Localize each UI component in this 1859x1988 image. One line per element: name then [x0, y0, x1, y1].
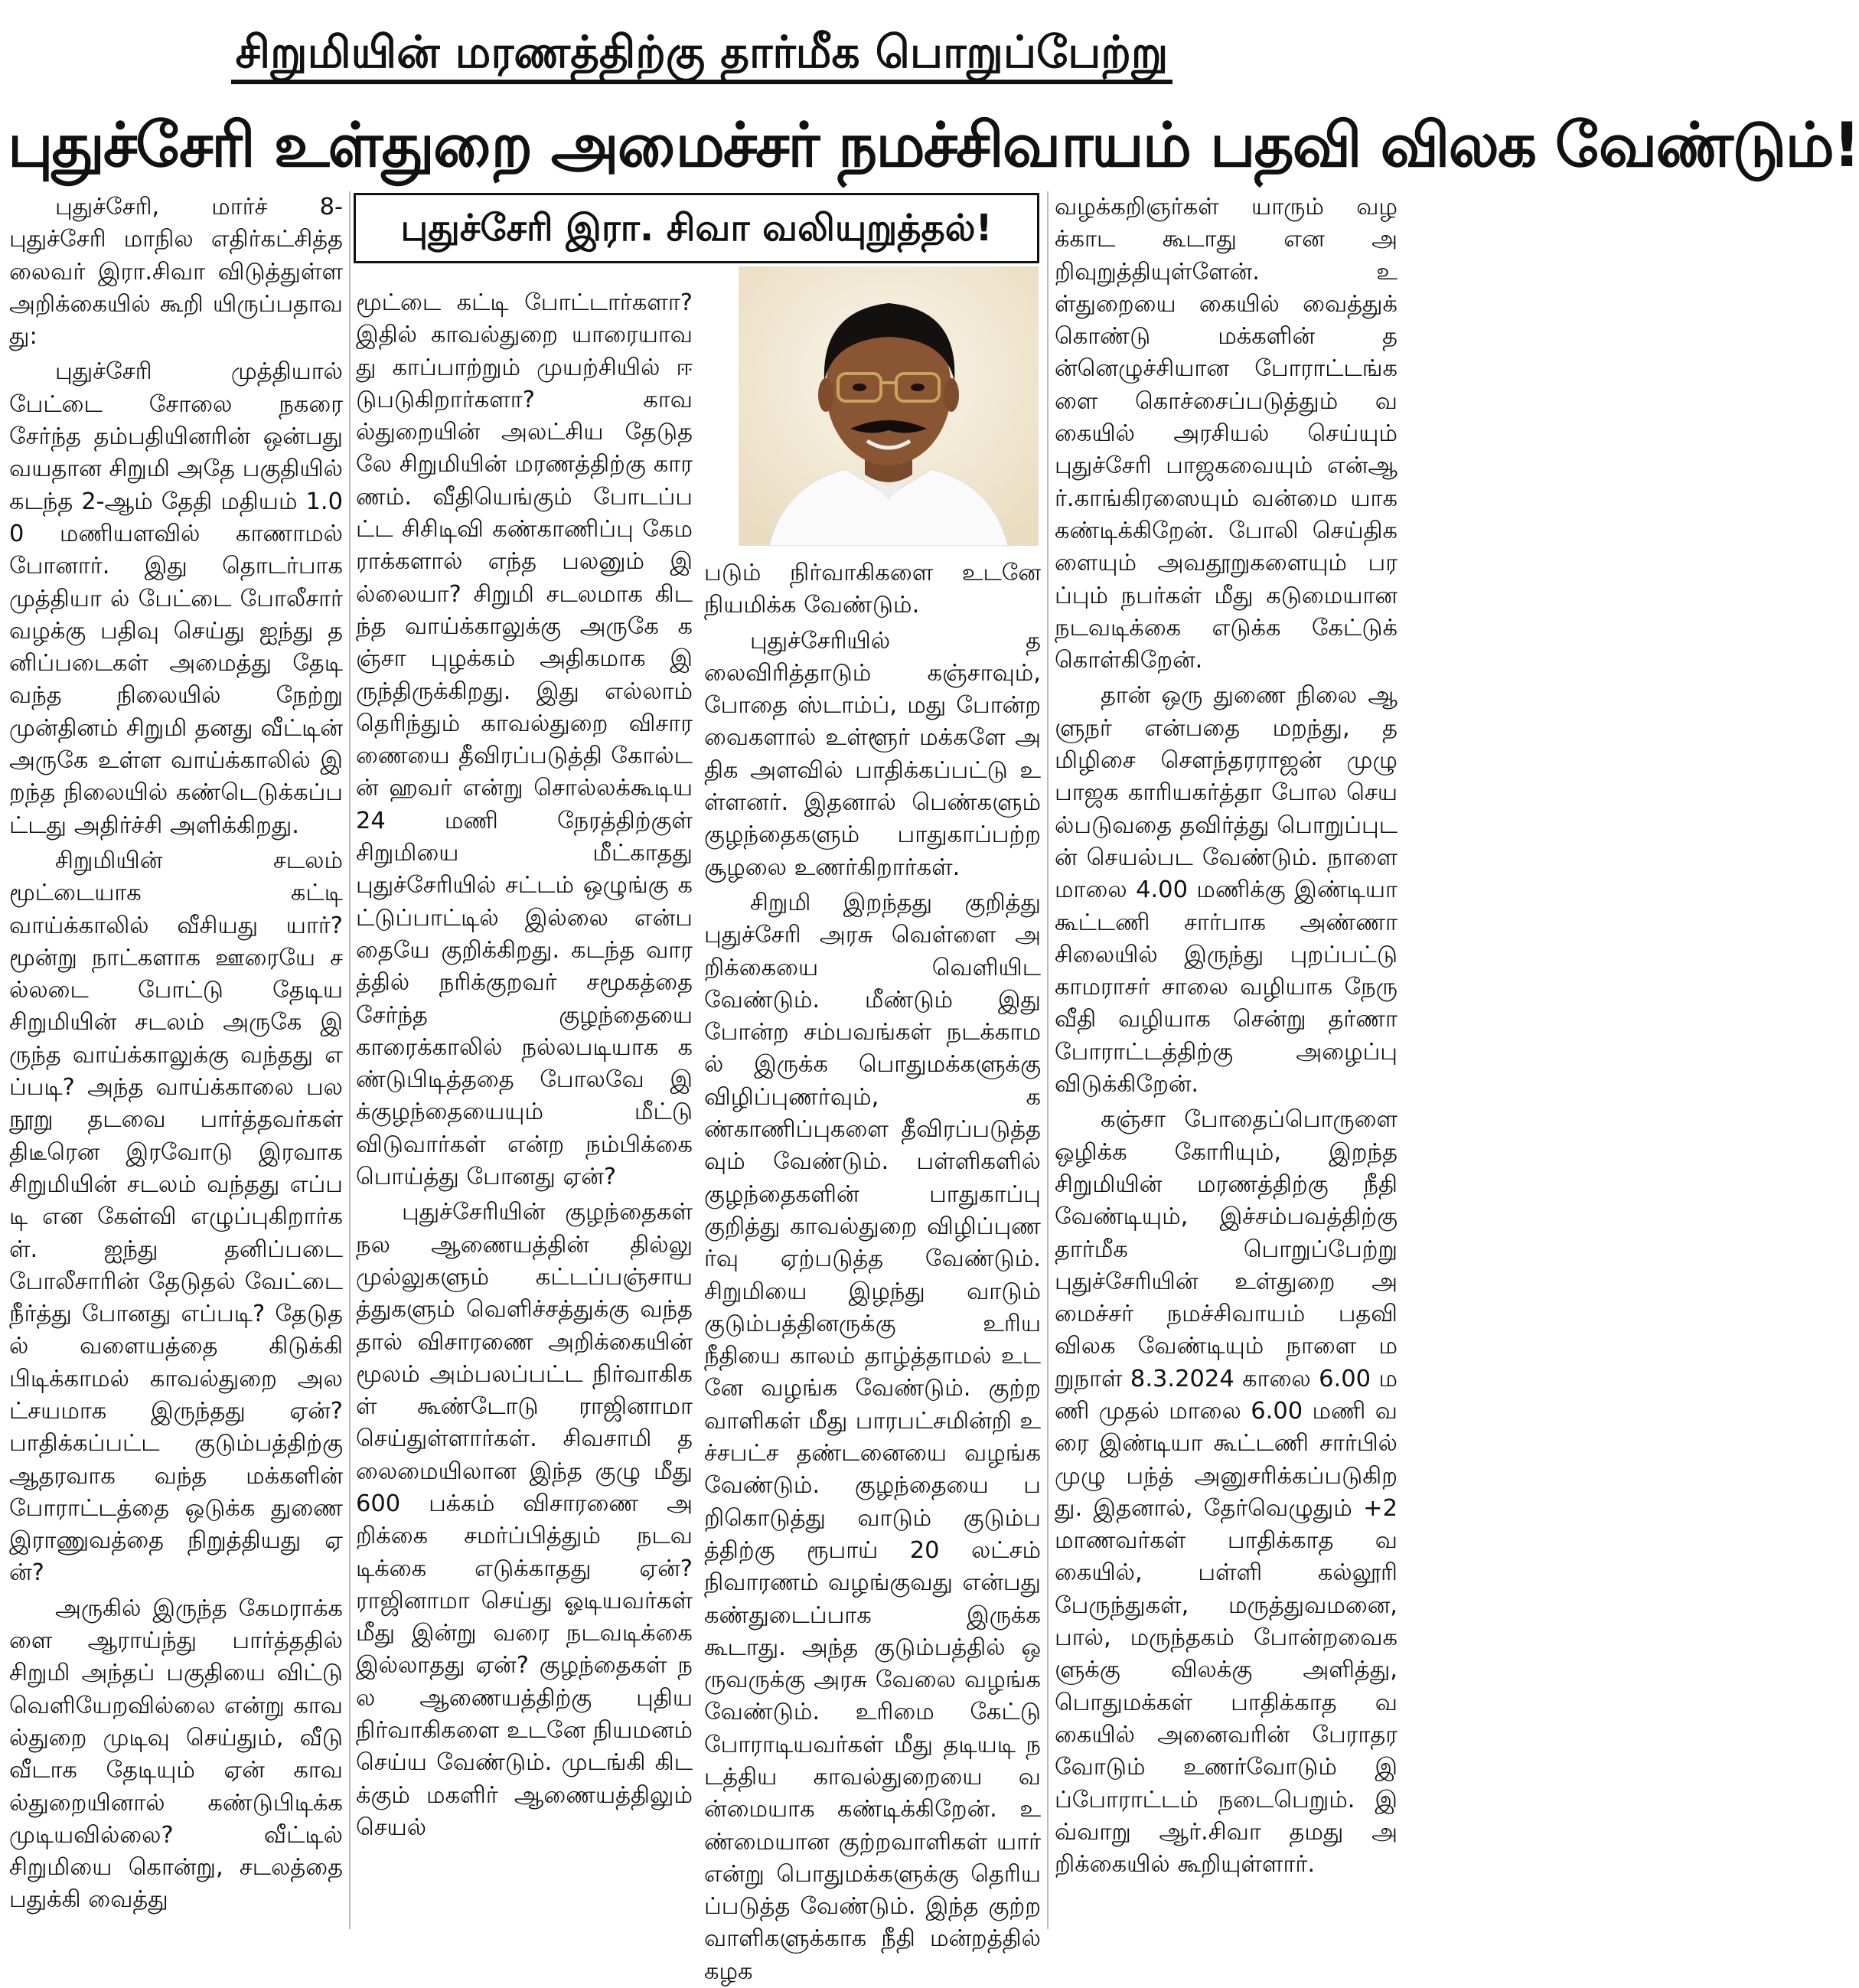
- subheadline-text: புதுச்சேரி இரா. சிவா வலியுறுத்தல்!: [400, 207, 993, 250]
- paragraph: தான் ஒரு துணை நிலை ஆளுநர் என்பதை மறந்து, தமிழிசை சௌந்தரராஜன் முழு பாஜக காரியகர்த்தா போல செயல்படுவதை தவிர்த்து பொறுப்புடன் செயல்பட வேண்டும். நாளை மாலை 4.00 மணிக்கு இண்டியா கூட்டணி சார்பாக அண்ணா சிலையில் இருந்து புறப்பட்டு காமராசர் சாலை வழியாக நேரு வீதி வழியாக சென்று தர்ணா போராட்டத்திற்கு அழைப்பு விடுக்கிறேன்.: [1055, 682, 1398, 1098]
- article-column-2: [356, 287, 693, 1929]
- paragraph: படும் நிர்வாகிகளை உடனே நியமிக்க வேண்டும்.: [704, 560, 1041, 619]
- paragraph: புதுச்சேரி முத்தியால் பேட்டை சோலை நகரை சேர்ந்த தம்பதியினரின் ஒன்பது வயதான சிறுமி அதே பகுதியில் கடந்த 2-ஆம் தேதி மதியம் 1.00 மணியளவில் காணாமல் போனார். இது தொடர்பாக முத்தியா ல் பேட்டை போலீசார் வழக்கு பதிவு செய்து ஐந்து தனிப்படைகள் அமைத்து தேடி வந்த நிலையில் நேற்று முன்தினம் சிறுமி தனது வீட்டின் அருகே உள்ள வாய்க்காலில் இறந்த நிலையில் கண்டெடுக்கப்பட்டது அதிர்ச்சி அளிக்கிறது.: [9, 358, 343, 839]
- portrait-photo: [739, 266, 1039, 546]
- paragraph: சிறுமியின் சடலம் மூட்டையாக கட்டி வாய்க்காலில் வீசியது யார்? மூன்று நாட்களாக ஊரையே சல்லடை போட்டு தேடிய சிறுமியின் சடலம் அருகே இருந்த வாய்க்காலுக்கு வந்தது எப்படி? அந்த வாய்க்காலை பல நூறு தடவை பார்த்தவர்கள் திடீரென இரவோடு இரவாக சிறுமியின் சடலம் வந்தது எப்படி என கேள்வி எழுப்புகிறார்கள். ஐந்து தனிப்படை போலீசாரின் தேடுதல் வேட்டை நீர்த்து போனது எப்படி? தேடுதல் வளையத்தை கிடுக்கி பிடிக்காமல் காவல்துறை அலட்சயமாக இருந்தது ஏன்? பாதிக்கப்பட்ட குடும்பத்திற்கு ஆதரவாக வந்த மக்களின் போராட்டத்தை ஒடுக்க துணை இராணுவத்தை நிறுத்தியது ஏன்?: [9, 847, 343, 1587]
- paragraph: மூட்டை கட்டி போட்டார்களா? இதில் காவல்துறை யாரையாவது காப்பாற்றும் முயற்சியில் ஈடுபடுகிறார்களா? காவல்துறையின் அலட்சிய தேடுதலே சிறுமியின் மரணத்திற்கு காரணம். வீதியெங்கும் போடப்பட்ட சிசிடிவி கண்காணிப்பு கேமராக்களால் எந்த பலனும் இல்லையா? சிறுமி சடலமாக கிடந்த வாய்க்காலுக்கு அருகே கஞ்சா புழக்கம் அதிகமாக இருந்திருக்கிறது. இது எல்லாம் தெரிந்தும் காவல்துறை விசாரணையை தீவிரப்படுத்தி கோல்டன் ஹவர் என்று சொல்லக்கூடிய 24 மணி நேரத்திற்குள் சிறுமியை மீட்காதது புதுச்சேரியில் சட்டம் ஒழுங்கு கட்டுப்பாட்டில் இல்லை என்பதையே குறிக்கிறது. கடந்த வாரத்தில் நரிக்குறவர் சமூகத்தை சேர்ந்த குழந்தையை காரைக்காலில் நல்லபடியாக கண்டுபிடித்ததை போலவே இக்குழந்தையையும் மீட்டு விடுவார்கள் என்ற நம்பிக்கை பொய்த்து போனது ஏன்?: [356, 289, 693, 1191]
- article-column-3: [704, 557, 1041, 1985]
- article-kicker: [0, 14, 1404, 90]
- paragraph: புதுச்சேரியின் குழந்தைகள் நல ஆணையத்தின் தில்லு முல்லுகளும் கட்டப்பஞ்சாயத்துகளும் வெளிச்சத்துக்கு வந்ததால் விசாரணை அறிக்கையின் மூலம் அம்பலப்பட்ட நிர்வாகிகள் கூண்டோடு ராஜினாமா செய்துள்ளார்கள். சிவசாமி தலைமையிலான இந்த குழு மீது 600 பக்கம் விசாரணை அறிக்கை சமர்ப்பித்தும் நடவடிக்கை எடுக்காதது ஏன்? ராஜினாமா செய்து ஓடியவர்கள் மீது இன்று வரை நடவடிக்கை இல்லாதது ஏன்? குழந்தைகள் நல ஆணையத்திற்கு புதிய நிர்வாகிகளை உடனே நியமனம் செய்ய வேண்டும். முடங்கி கிடக்கும் மகளிர் ஆணையத்திலும் செயல்: [356, 1199, 693, 1841]
- article-column-1: [9, 191, 343, 1929]
- paragraph: வழக்கறிஞர்கள் யாரும் வழக்காட கூடாது என அறிவுறுத்தியுள்ளேன். உள்துறையை கையில் வைத்துக் கொண்டு மக்களின் தன்னெழுச்சியான போராட்டங்களை கொச்சைப்படுத்தும் வகையில் அரசியல் செய்யும் புதுச்சேரி பாஜகவையும் என்ஆர்.காங்கிரஸையும் வன்மை யாக கண்டிக்கிறேன். போலி செய்திகளையும் அவதூறுகளையும் பரப்பும் நபர்கள் மீது கடுமையான நடவடிக்கை எடுக்க கேட்டுக் கொள்கிறேன்.: [1055, 194, 1398, 674]
- paragraph: அருகில் இருந்த கேமராக்களை ஆராய்ந்து பார்த்ததில் சிறுமி அந்தப் பகுதியை விட்டு வெளியேறவில்லை என்று காவல்துறை முடிவு செய்தும், வீடு வீடாக தேடியும் ஏன் காவல்துறையினால் கண்டுபிடிக்க முடியவில்லை? வீட்டில் சிறுமியை கொன்று, சடலத்தை பதுக்கி வைத்து: [9, 1595, 343, 1914]
- column-divider: [1047, 191, 1049, 1929]
- paragraph: புதுச்சேரியில் தலைவிரித்தாடும் கஞ்சாவும், போதை ஸ்டாம்ப், மது போன்றவைகளால் உள்ளூர் மக்களே அதிக அளவில் பாதிக்கப்பட்டு உள்ளனர். இதனால் பெண்களும் குழந்தைகளும் பாதுகாப்பற்ற சூழலை உணர்கிறார்கள்.: [704, 627, 1041, 881]
- subheadline-box: [354, 193, 1039, 263]
- article-headline: புதுச்சேரி உள்துறை அமைச்சர் நமச்சிவாயம் பதவி விலக வேண்டும்!: [8, 109, 1859, 181]
- paragraph: புதுச்சேரி, மார்ச் 8- புதுச்சேரி மாநில எதிர்கட்சித்தலைவர் இரா.சிவா விடுத்துள்ள அறிக்கையில் கூறி யிருப்பதாவது:: [9, 194, 343, 351]
- article-column-4: [1055, 191, 1398, 1929]
- kicker-text: சிறுமியின் மரணத்திற்கு தார்மீக பொறுப்பேற்று: [231, 26, 1173, 84]
- portrait-illustration: [739, 266, 1039, 546]
- paragraph: கஞ்சா போதைப்பொருளை ஒழிக்க கோரியும், இறந்த சிறுமியின் மரணத்திற்கு நீதி வேண்டியும், இச்சம்பவத்திற்கு தார்மீக பொறுப்பேற்று புதுச்சேரியின் உள்துறை அமைச்சர் நமச்சிவாயம் பதவி விலக வேண்டியும் நாளை மறுநாள் 8.3.2024 காலை 6.00 மணி முதல் மாலை 6.00 மணி வரை இண்டியா கூட்டணி சார்பில் முழு பந்த் அனுசரிக்கப்படுகிறது. இதனால், தேர்வெழுதும் +2 மாணவர்கள் பாதிக்காத வகையில், பள்ளி கல்லூரி பேருந்துகள், மருத்துவமனை, பால், மருந்தகம் போன்றவைகளுக்கு விலக்கு அளித்து, பொதுமக்கள் பாதிக்காத வகையில் அனைவரின் பேராதரவோடும் உணர்வோடும் இப்போராட்டம் நடைபெறும். இவ்வாறு ஆர்.சிவா தமது அறிக்கையில் கூறியுள்ளார்.: [1055, 1106, 1398, 1879]
- paragraph: சிறுமி இறந்தது குறித்து புதுச்சேரி அரசு வெள்ளை அறிக்கையை வெளியிட வேண்டும். மீண்டும் இது போன்ற சம்பவங்கள் நடக்காமல் இருக்க பொதுமக்களுக்கு விழிப்புணர்வும், கண்காணிப்புகளை தீவிரப்படுத்தவும் வேண்டும். பள்ளிகளில் குழந்தைகளின் பாதுகாப்பு குறித்து காவல்துறை விழிப்புணர்வு ஏற்படுத்த வேண்டும். சிறுமியை இழந்து வாடும் குடும்பத்தினருக்கு உரிய நீதியை காலம் தாழ்த்தாமல் உடனே வழங்க வேண்டும். குற்றவாளிகள் மீது பாரபட்சமின்றி உச்சபட்ச தண்டனையை வழங்க வேண்டும். குழந்தையை பறிகொடுத்து வாடும் குடும்பத்திற்கு ரூபாய் 20 லட்சம் நிவாரணம் வழங்குவது என்பது கண்துடைப்பாக இருக்க கூடாது. அந்த குடும்பத்தில் ஒருவருக்கு அரசு வேலை வழங்க வேண்டும். உரிமை கேட்டு போராடியவர்கள் மீது தடியடி நடத்திய காவல்துறையை வன்மையாக கண்டிக்கிறேன். உண்மையான குற்றவாளிகள் யார் என்று பொதுமக்களுக்கு தெரியப்படுத்த வேண்டும். இந்த குற்றவாளிகளுக்காக நீதி மன்றத்தில் கழக: [704, 889, 1041, 1985]
- column-divider: [349, 191, 351, 1929]
